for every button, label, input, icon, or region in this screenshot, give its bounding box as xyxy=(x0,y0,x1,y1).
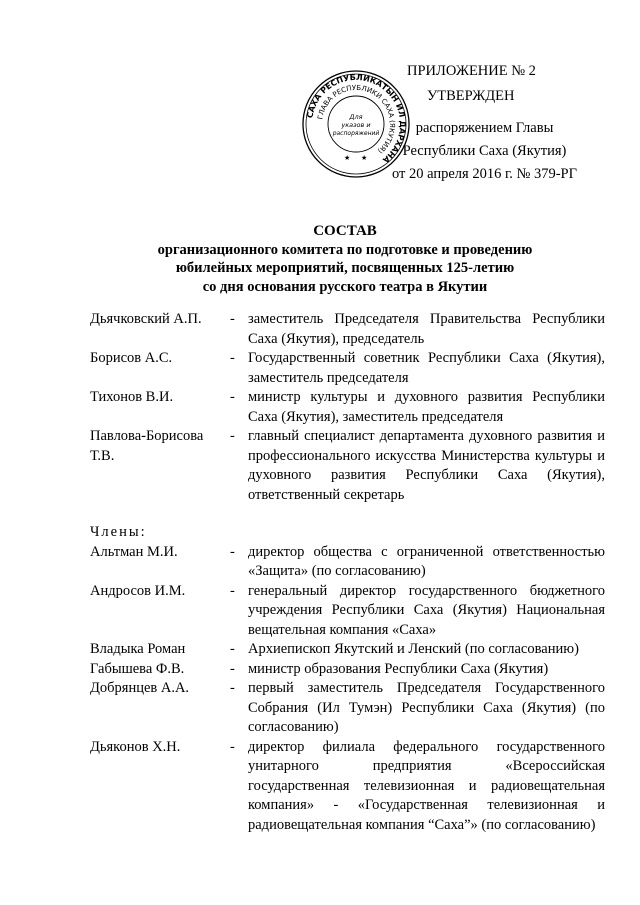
member-position: министр культуры и духовного развития Республики Саха (Якутия), заместитель председателя xyxy=(248,389,605,425)
member-name: Борисов А.С. xyxy=(90,350,173,366)
appendix-label: ПРИЛОЖЕНИЕ № 2 xyxy=(407,63,536,79)
leader-row xyxy=(90,349,605,388)
dash-separator: - xyxy=(230,660,235,677)
member-name: Владыка Роман xyxy=(90,641,186,657)
member-name: Дьяконов Х.Н. xyxy=(90,738,181,755)
member-row xyxy=(90,738,605,836)
heading-line: организационного комитета по подготовке и проведению xyxy=(157,241,533,258)
member-position: заместитель Председателя Правительства Республики Саха (Якутия), председатель xyxy=(248,311,605,347)
member-position: министр образования Республики Саха (Якутия) xyxy=(248,660,549,677)
seal-center-line-3: распоряжений xyxy=(332,130,380,137)
seal-outer-text: САХА РЕСПУБЛИКАТЫН ИЛ ДАРХАНА xyxy=(305,72,408,165)
seal-center-line-2: указов и xyxy=(341,121,371,129)
dash-separator: - xyxy=(230,311,235,327)
dash-separator: - xyxy=(230,738,235,755)
order-line: распоряжением Главы xyxy=(415,120,554,136)
approved-label: УТВЕРЖДЕН xyxy=(427,88,515,104)
member-name: Павлова-Борисова Т.В. xyxy=(90,428,204,464)
dash-separator: - xyxy=(230,543,235,560)
member-name: Тихонов В.И. xyxy=(90,389,174,405)
dash-separator: - xyxy=(230,582,235,599)
member-row xyxy=(90,640,605,660)
member-name: Габышева Ф.В. xyxy=(90,660,185,677)
member-name: Альтман М.И. xyxy=(90,543,178,560)
document-heading xyxy=(90,222,600,296)
dash-separator: - xyxy=(230,389,235,405)
committee-list xyxy=(90,310,605,835)
member-position: генеральный директор государственного бюджетного учреждения Республики Саха (Якутия) Национальная вещательная компания «Саха» xyxy=(248,582,605,638)
seal-center-line-1: Для xyxy=(349,113,363,121)
member-name: Андросов И.М. xyxy=(90,582,186,599)
member-position: директор общества с ограниченной ответственностью «Защита» (по согласованию) xyxy=(248,543,605,579)
order-reference xyxy=(372,117,597,186)
member-name: Добрянцев А.А. xyxy=(90,680,190,696)
seal-inner-text: ГЛАВА РЕСПУБЛИКИ САХА (ЯКУТИЯ) xyxy=(316,83,397,155)
seal-star-icon: ★ xyxy=(361,154,368,162)
member-row xyxy=(90,679,605,738)
leader-row xyxy=(90,388,605,427)
leader-row xyxy=(90,427,605,505)
member-position: директор филиала федерального государственного унитарного предприятия «Всероссийская государственная телевизионная и радиовещательная компания» - «Государственная телевизионная и радиовещательная компания “Саха”» (по согласованию) xyxy=(248,738,605,833)
heading-line: юбилейных мероприятий, посвященных 125-летию xyxy=(175,260,515,276)
heading-title: СОСТАВ xyxy=(313,223,377,239)
dash-separator: - xyxy=(230,680,235,696)
heading-line: со дня основания русского театра в Якутии xyxy=(202,278,488,295)
member-position: Архиепископ Якутский и Ленский (по согласованию) xyxy=(248,641,579,657)
member-position: первый заместитель Председателя Государственного Собрания (Ил Тумэн) Республики Саха (Якутия) (по согласованию) xyxy=(248,680,605,735)
member-row xyxy=(90,582,605,641)
member-row xyxy=(90,543,605,582)
leader-row xyxy=(90,310,605,349)
member-position: главный специалист департамента духовного развития и профессионального искусства Министерства культуры и духовного развития Республики Саха (Якутия), ответственный секретарь xyxy=(248,428,605,503)
order-line: от 20 апреля 2016 г. № 379-РГ xyxy=(391,166,578,182)
order-line: Республики Саха (Якутия) xyxy=(402,143,567,159)
member-name: Дьячковский А.П. xyxy=(90,311,202,327)
dash-separator: - xyxy=(230,350,235,366)
dash-separator: - xyxy=(230,428,235,444)
members-section-label: Члены: xyxy=(90,524,147,540)
dash-separator: - xyxy=(230,641,235,657)
member-position: Государственный советник Республики Саха (Якутия), заместитель председателя xyxy=(248,350,605,386)
member-row xyxy=(90,660,605,680)
seal-star-icon: ★ xyxy=(344,154,351,162)
